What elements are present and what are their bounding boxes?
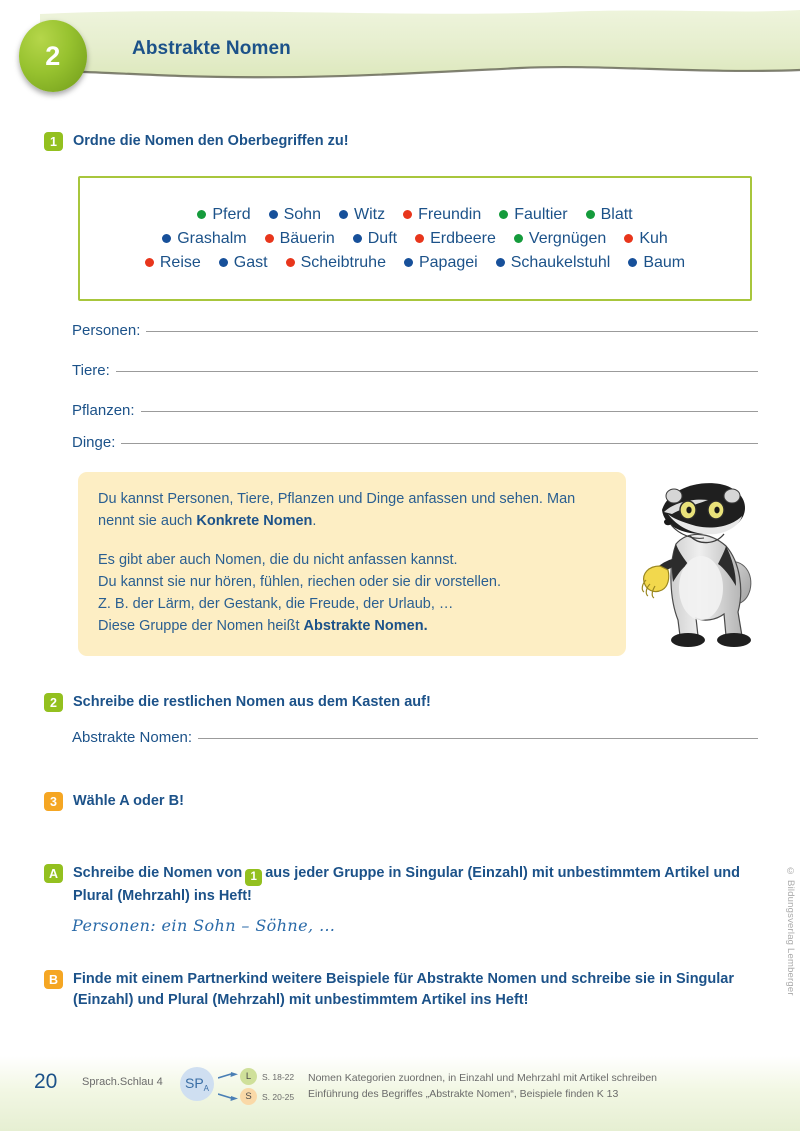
category-dot-green bbox=[499, 210, 508, 219]
word-item[interactable] bbox=[496, 254, 611, 272]
level-s-circle: S bbox=[240, 1088, 257, 1105]
word-item[interactable] bbox=[339, 206, 385, 224]
info-box bbox=[78, 472, 626, 656]
level-l-pages: S. 18-22 bbox=[262, 1071, 295, 1082]
task-2-heading bbox=[44, 692, 431, 713]
category-dot-green bbox=[197, 210, 206, 219]
word-label: Sohn bbox=[283, 205, 321, 223]
word-item[interactable] bbox=[499, 206, 567, 224]
abstrakte-nomen-answer-line[interactable] bbox=[72, 729, 758, 746]
word-item[interactable] bbox=[145, 254, 201, 272]
word-label: Reise bbox=[159, 253, 201, 271]
category-label: Dinge: bbox=[72, 434, 116, 451]
abstrakte-nomen-label: Abstrakte Nomen: bbox=[72, 729, 193, 746]
word-label: Bäuerin bbox=[279, 229, 335, 247]
word-label: Baum bbox=[643, 253, 686, 271]
answer-blank[interactable] bbox=[116, 371, 758, 372]
sp-competence-badge bbox=[180, 1067, 214, 1101]
chapter-number: 2 bbox=[45, 40, 61, 71]
word-label: Faultier bbox=[514, 205, 568, 223]
word-label: Scheibtruhe bbox=[300, 253, 386, 271]
info-paragraph-2-line-1: Es gibt aber auch Nomen, die du nicht anfassen kannst. bbox=[98, 552, 458, 569]
word-label: Kuh bbox=[639, 229, 668, 247]
category-label: Tiere: bbox=[72, 362, 110, 379]
task-1-instruction: Ordne die Nomen den Oberbegriffen zu! bbox=[73, 133, 349, 149]
category-label: Personen: bbox=[72, 322, 141, 339]
option-a-badge: A bbox=[44, 864, 63, 883]
footer-description bbox=[308, 1070, 657, 1103]
info-p2l4-bold: Abstrakte Nomen. bbox=[303, 618, 428, 635]
word-label: Grashalm bbox=[177, 229, 247, 247]
word-label: Erdbeere bbox=[430, 229, 496, 247]
category-dot-red bbox=[265, 234, 274, 243]
category-dot-red bbox=[403, 210, 412, 219]
series-name: Sprach.Schlau 4 bbox=[82, 1076, 163, 1088]
category-dot-red bbox=[624, 234, 633, 243]
category-dot-green bbox=[514, 234, 523, 243]
category-dot-red bbox=[415, 234, 424, 243]
category-dot-blue bbox=[496, 258, 505, 267]
info-paragraph-2-line-4 bbox=[98, 615, 606, 637]
word-label: Papagei bbox=[418, 253, 478, 271]
sp-badge-sub: A bbox=[203, 1084, 210, 1093]
badger-mascot-illustration bbox=[638, 470, 762, 660]
option-b-badge: B bbox=[44, 970, 63, 989]
header-banner-shape bbox=[0, 0, 800, 112]
word-row bbox=[90, 206, 740, 224]
task-3-option-a[interactable] bbox=[44, 863, 744, 907]
category-dot-red bbox=[145, 258, 154, 267]
level-l-row bbox=[218, 1068, 294, 1085]
task-1-heading bbox=[44, 131, 349, 152]
task-3-badge: 3 bbox=[44, 792, 63, 811]
word-item[interactable] bbox=[514, 230, 606, 248]
answer-blank[interactable] bbox=[121, 443, 758, 444]
level-s-pages: S. 20-25 bbox=[262, 1091, 295, 1102]
option-a-text-part1: Schreibe die Nomen von bbox=[73, 865, 243, 881]
word-item[interactable] bbox=[265, 230, 335, 248]
word-item[interactable] bbox=[403, 206, 481, 224]
word-item[interactable] bbox=[286, 254, 386, 272]
category-line-personen[interactable] bbox=[72, 322, 758, 339]
word-label: Witz bbox=[353, 205, 386, 223]
category-dot-blue bbox=[162, 234, 171, 243]
category-dot-blue bbox=[404, 258, 413, 267]
option-a-handwritten-example: Personen: ein Sohn – Söhne, … bbox=[72, 916, 336, 935]
category-line-pflanzen[interactable] bbox=[72, 402, 758, 419]
word-item[interactable] bbox=[586, 206, 633, 224]
info-paragraph-1 bbox=[98, 488, 606, 532]
category-dot-blue bbox=[628, 258, 637, 267]
option-a-text bbox=[73, 863, 741, 907]
word-item[interactable] bbox=[269, 206, 321, 224]
answer-blank[interactable] bbox=[146, 331, 758, 332]
category-dot-blue bbox=[269, 210, 278, 219]
footer-desc-line-2: Einführung des Begriffes „Abstrakte Nomen“, Beispiele finden K 13 bbox=[308, 1088, 619, 1101]
word-label: Gast bbox=[233, 253, 268, 271]
task-3-option-b[interactable] bbox=[44, 969, 754, 1011]
page-header bbox=[0, 0, 800, 112]
word-item[interactable] bbox=[404, 254, 478, 272]
answer-blank[interactable] bbox=[198, 738, 758, 739]
word-item[interactable] bbox=[353, 230, 397, 248]
category-dot-blue bbox=[339, 210, 348, 219]
task-2-instruction: Schreibe die restlichen Nomen aus dem Kasten auf! bbox=[73, 694, 431, 710]
category-dot-red bbox=[286, 258, 295, 267]
word-item[interactable] bbox=[219, 254, 268, 272]
word-item[interactable] bbox=[628, 254, 685, 272]
word-label: Blatt bbox=[600, 205, 633, 223]
info-p1-post: . bbox=[312, 513, 317, 530]
task-3-instruction: Wähle A oder B! bbox=[73, 793, 184, 809]
word-label: Freundin bbox=[418, 205, 482, 223]
word-item[interactable] bbox=[197, 206, 250, 224]
word-bank-box bbox=[78, 176, 752, 301]
info-p1-text: Du kannst Personen, Tiere, Pflanzen und Dinge anfassen und sehen. Man nennt sie auch bbox=[98, 491, 576, 530]
chapter-number-bubble bbox=[19, 20, 87, 92]
info-paragraph-2-line-2: Du kannst sie nur hören, fühlen, riechen oder sie dir vorstellen. bbox=[98, 574, 501, 591]
page-footer bbox=[0, 1056, 800, 1131]
word-item[interactable] bbox=[415, 230, 496, 248]
info-paragraph-2-line-3: Z. B. der Lärm, der Gestank, die Freude, der Urlaub, … bbox=[98, 596, 454, 613]
arrow-right-icon bbox=[218, 1072, 238, 1081]
task-2-badge: 2 bbox=[44, 693, 63, 712]
category-dot-blue bbox=[219, 258, 228, 267]
word-item[interactable] bbox=[624, 230, 667, 248]
option-a-text-part2: aus jeder Gruppe in Singular (Einzahl) mit unbestimmtem Artikel und Plural (Mehrzahl) ins Heft! bbox=[73, 865, 741, 904]
copyright-vertical: © Bildungsverlag Lemberger bbox=[785, 866, 796, 996]
word-row bbox=[90, 230, 740, 248]
category-line-dinge[interactable] bbox=[72, 434, 758, 451]
task-1-badge: 1 bbox=[44, 132, 63, 151]
answer-blank[interactable] bbox=[141, 411, 758, 412]
info-p2l4-text: Diese Gruppe der Nomen heißt bbox=[98, 618, 304, 635]
word-label: Duft bbox=[367, 229, 398, 247]
category-line-tiere[interactable] bbox=[72, 362, 758, 379]
page-title: Abstrakte Nomen bbox=[132, 38, 291, 59]
word-item[interactable] bbox=[162, 230, 246, 248]
word-row bbox=[90, 254, 740, 272]
option-b-text: Finde mit einem Partnerkind weitere Beispiele für Abstrakte Nomen und schreibe sie in Singular (Einzahl) und Plural (Mehrzahl) mit unbestimmtem Artikel ins Heft! bbox=[73, 971, 734, 1009]
info-spacer bbox=[98, 532, 606, 549]
arrow-right-icon bbox=[218, 1092, 238, 1101]
word-label: Schaukelstuhl bbox=[510, 253, 611, 271]
category-dot-green bbox=[586, 210, 595, 219]
inline-task-1-reference-badge: 1 bbox=[245, 869, 262, 886]
word-label: Pferd bbox=[212, 205, 251, 223]
category-dot-blue bbox=[353, 234, 362, 243]
page-number: 20 bbox=[34, 1070, 58, 1093]
sp-badge-main: SP bbox=[184, 1075, 204, 1091]
level-s-row bbox=[218, 1088, 294, 1105]
footer-desc-line-1: Nomen Kategorien zuordnen, in Einzahl und Mehrzahl mit Artikel schreiben bbox=[308, 1072, 658, 1084]
task-3-heading bbox=[44, 791, 184, 812]
word-label: Vergnügen bbox=[528, 229, 607, 247]
level-l-circle: L bbox=[240, 1068, 257, 1085]
category-label: Pflanzen: bbox=[72, 402, 135, 419]
info-p1-bold: Konkrete Nomen bbox=[196, 513, 313, 530]
